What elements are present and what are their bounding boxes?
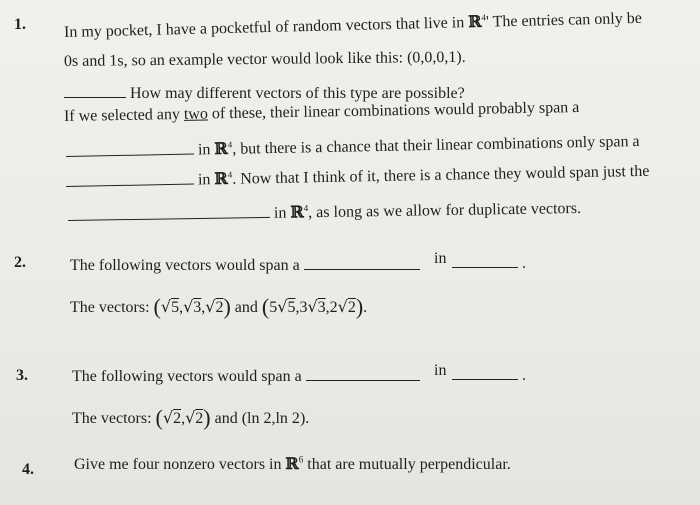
q2-vectors: The vectors: (√5,√3,√2) and (5√5,3√3,2√2).: [70, 294, 368, 319]
q1-line4: If we selected any two of these, their linear combinations would probably span a: [63, 99, 580, 125]
q2-blank-space[interactable]: [304, 255, 420, 270]
q1-blank-span-1[interactable]: [66, 140, 194, 157]
q1-line6: in ℝ$^4$. Now that I think of it, there is a chance they would span just the: [66, 161, 650, 192]
q3-blank-dimension-wrap: .: [452, 365, 526, 385]
q4-text: Give me four nonzero vectors in ℝ$^6$ that are mutually perpendicular.: [74, 454, 511, 473]
q2-number: 2.: [14, 254, 26, 271]
q1-blank-count[interactable]: [64, 83, 126, 98]
q2-in: in: [434, 250, 447, 267]
q1-line1: In my pocket, I have a pocketful of random vectors that live in ℝ$^4$' The entries can only be: [63, 9, 643, 41]
q4-number: 4.: [22, 461, 34, 478]
q1-blank-span-2[interactable]: [66, 170, 194, 187]
q1-line7: in ℝ$^4$, as long as we allow for duplicate vectors.: [68, 198, 581, 226]
q2-line1: The following vectors would span a: [70, 255, 424, 275]
q1-line2: 0s and 1s, so an example vector would look like this: (0,0,0,1).: [63, 48, 466, 70]
q3-blank-dimension[interactable]: [452, 365, 518, 380]
q2-blank-space-wrap: .: [452, 253, 526, 273]
q3-number: 3.: [16, 367, 28, 384]
q3-line1: The following vectors would span a: [72, 366, 424, 386]
q1-line3: How may different vectors of this type are possible?: [64, 83, 465, 103]
q1-number: 1.: [14, 16, 26, 33]
q3-vectors: The vectors: (√2,√2) and (ln 2,ln 2).: [72, 405, 310, 430]
q1-line5: in ℝ$^4$, but there is a chance that their linear combinations only span a: [66, 131, 640, 162]
q1-blank-span-3[interactable]: [68, 203, 270, 221]
q3-blank-space[interactable]: [306, 366, 420, 381]
q3-in: in: [434, 362, 447, 379]
q2-blank-dimension[interactable]: [452, 253, 518, 268]
